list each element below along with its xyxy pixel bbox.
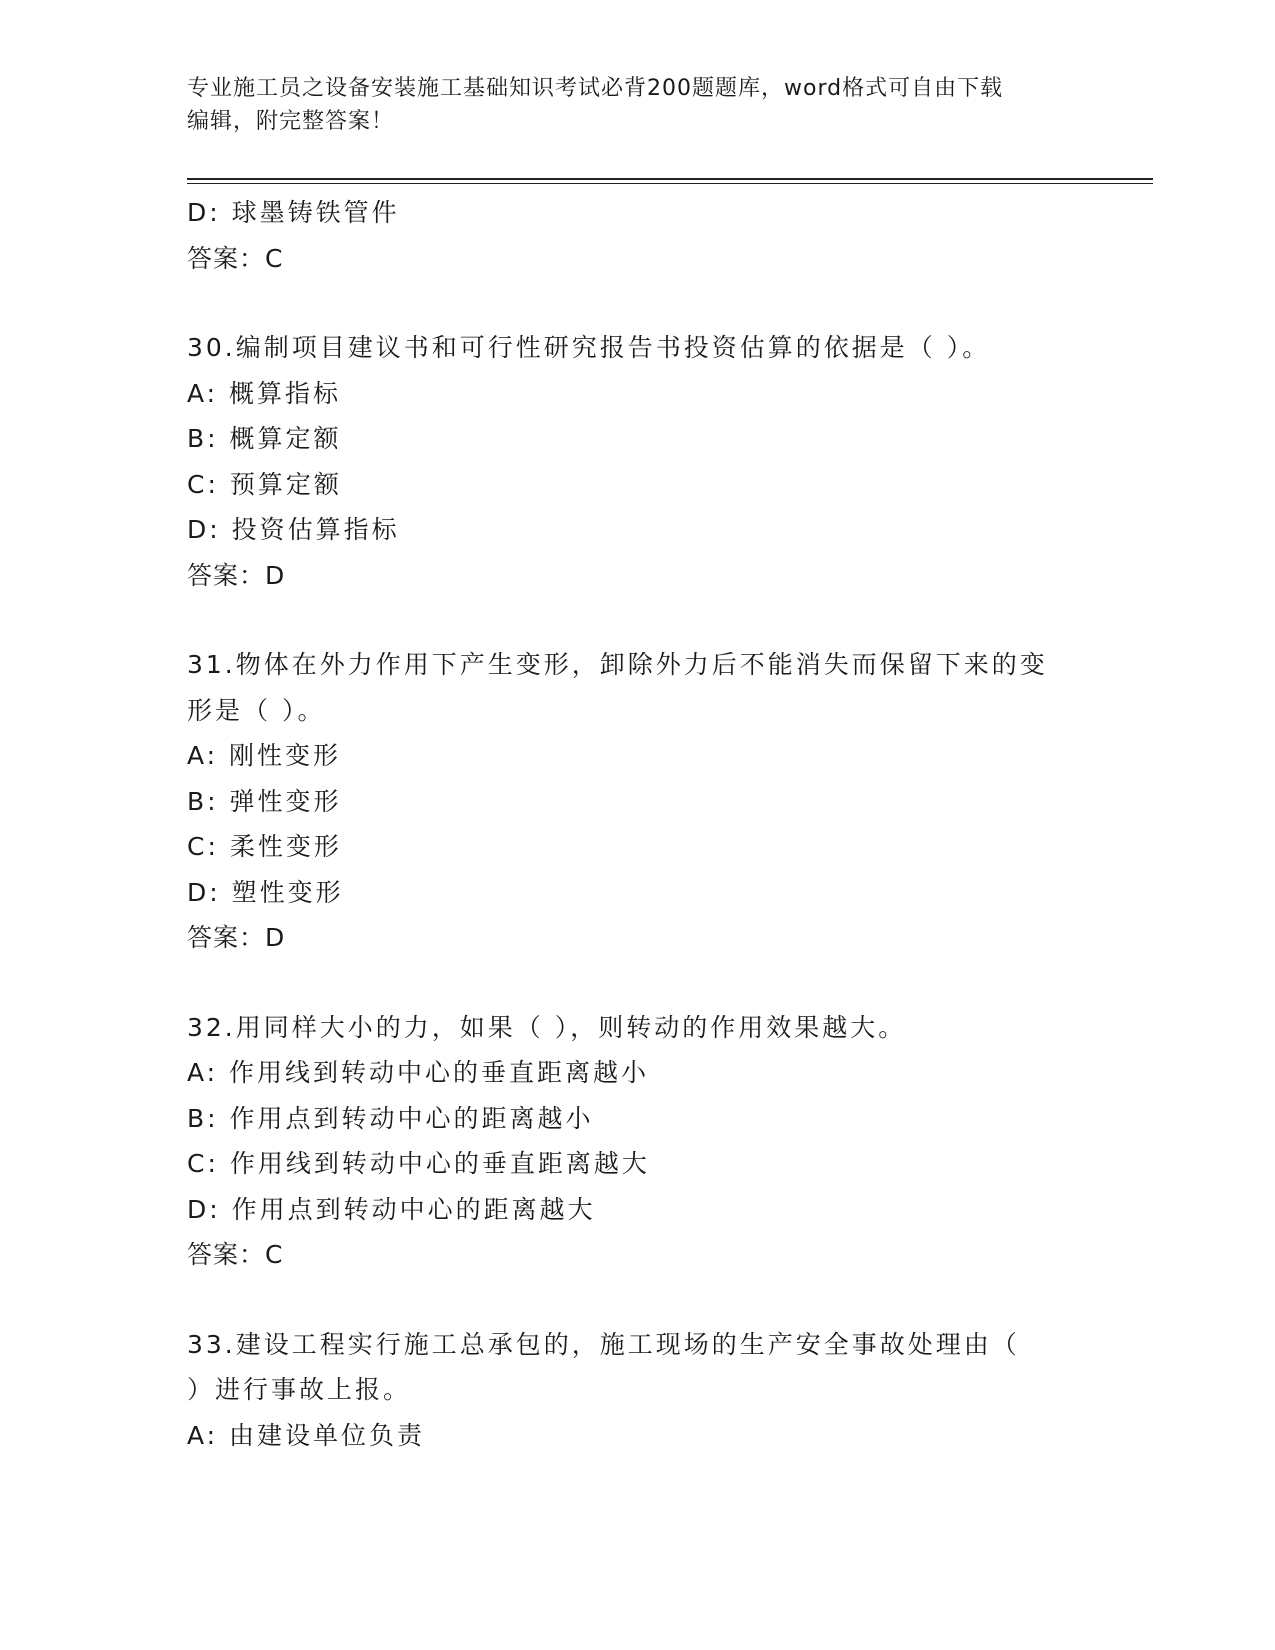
document-header xyxy=(187,72,1067,138)
question-text-line-1: 33.建设工程实行施工总承包的，施工现场的生产安全事故处理由（ xyxy=(187,1329,1020,1359)
answer: 答案：D xyxy=(187,560,286,590)
option-d: D: 投资估算指标 xyxy=(187,515,400,544)
prev-answer: 答案：C xyxy=(187,243,284,273)
question-32 xyxy=(187,1005,1087,1278)
question-33 xyxy=(187,1322,1087,1459)
header-rule-thin xyxy=(187,183,1153,184)
header-rule-thick xyxy=(187,178,1153,180)
option-d: D: 塑性变形 xyxy=(187,877,344,907)
spacer xyxy=(187,598,1087,642)
question-30 xyxy=(187,325,1087,598)
option-a: A: 刚性变形 xyxy=(187,741,342,770)
spacer xyxy=(187,1278,1087,1322)
question-content xyxy=(187,190,1087,1458)
option-c: C: 作用线到转动中心的垂直距离越大 xyxy=(187,1149,650,1178)
prev-option-d: D: 球墨铸铁管件 xyxy=(187,198,400,227)
option-a: A: 作用线到转动中心的垂直距离越小 xyxy=(187,1058,650,1087)
option-a: A: 概算指标 xyxy=(187,378,342,408)
option-c: C: 预算定额 xyxy=(187,469,342,499)
header-line-1: 专业施工员之设备安装施工基础知识考试必背200题题库，word格式可自由下载 xyxy=(187,76,1004,101)
answer: 答案：C xyxy=(187,1240,284,1269)
option-a: A: 由建设单位负责 xyxy=(187,1420,426,1450)
header-line-2: 编辑，附完整答案！ xyxy=(187,109,395,134)
question-text-line-2: 形是（ ）。 xyxy=(187,695,326,725)
question-text: 32.用同样大小的力，如果（ ），则转动的作用效果越大。 xyxy=(187,1012,907,1042)
option-b: B: 作用点到转动中心的距离越小 xyxy=(187,1103,594,1133)
spacer xyxy=(187,961,1087,1005)
option-b: B: 弹性变形 xyxy=(187,786,342,816)
option-d: D: 作用点到转动中心的距离越大 xyxy=(187,1194,596,1224)
question-text: 30.编制项目建议书和可行性研究报告书投资估算的依据是（ ）。 xyxy=(187,333,991,362)
question-text-line-1: 31.物体在外力作用下产生变形，卸除外力后不能消失而保留下来的变 xyxy=(187,650,1048,679)
question-text-line-2: ）进行事故上报。 xyxy=(187,1375,412,1404)
answer: 答案：D xyxy=(187,923,286,952)
option-c: C: 柔性变形 xyxy=(187,832,342,861)
question-31 xyxy=(187,642,1087,961)
option-b: B: 概算定额 xyxy=(187,424,342,453)
spacer xyxy=(187,281,1087,325)
